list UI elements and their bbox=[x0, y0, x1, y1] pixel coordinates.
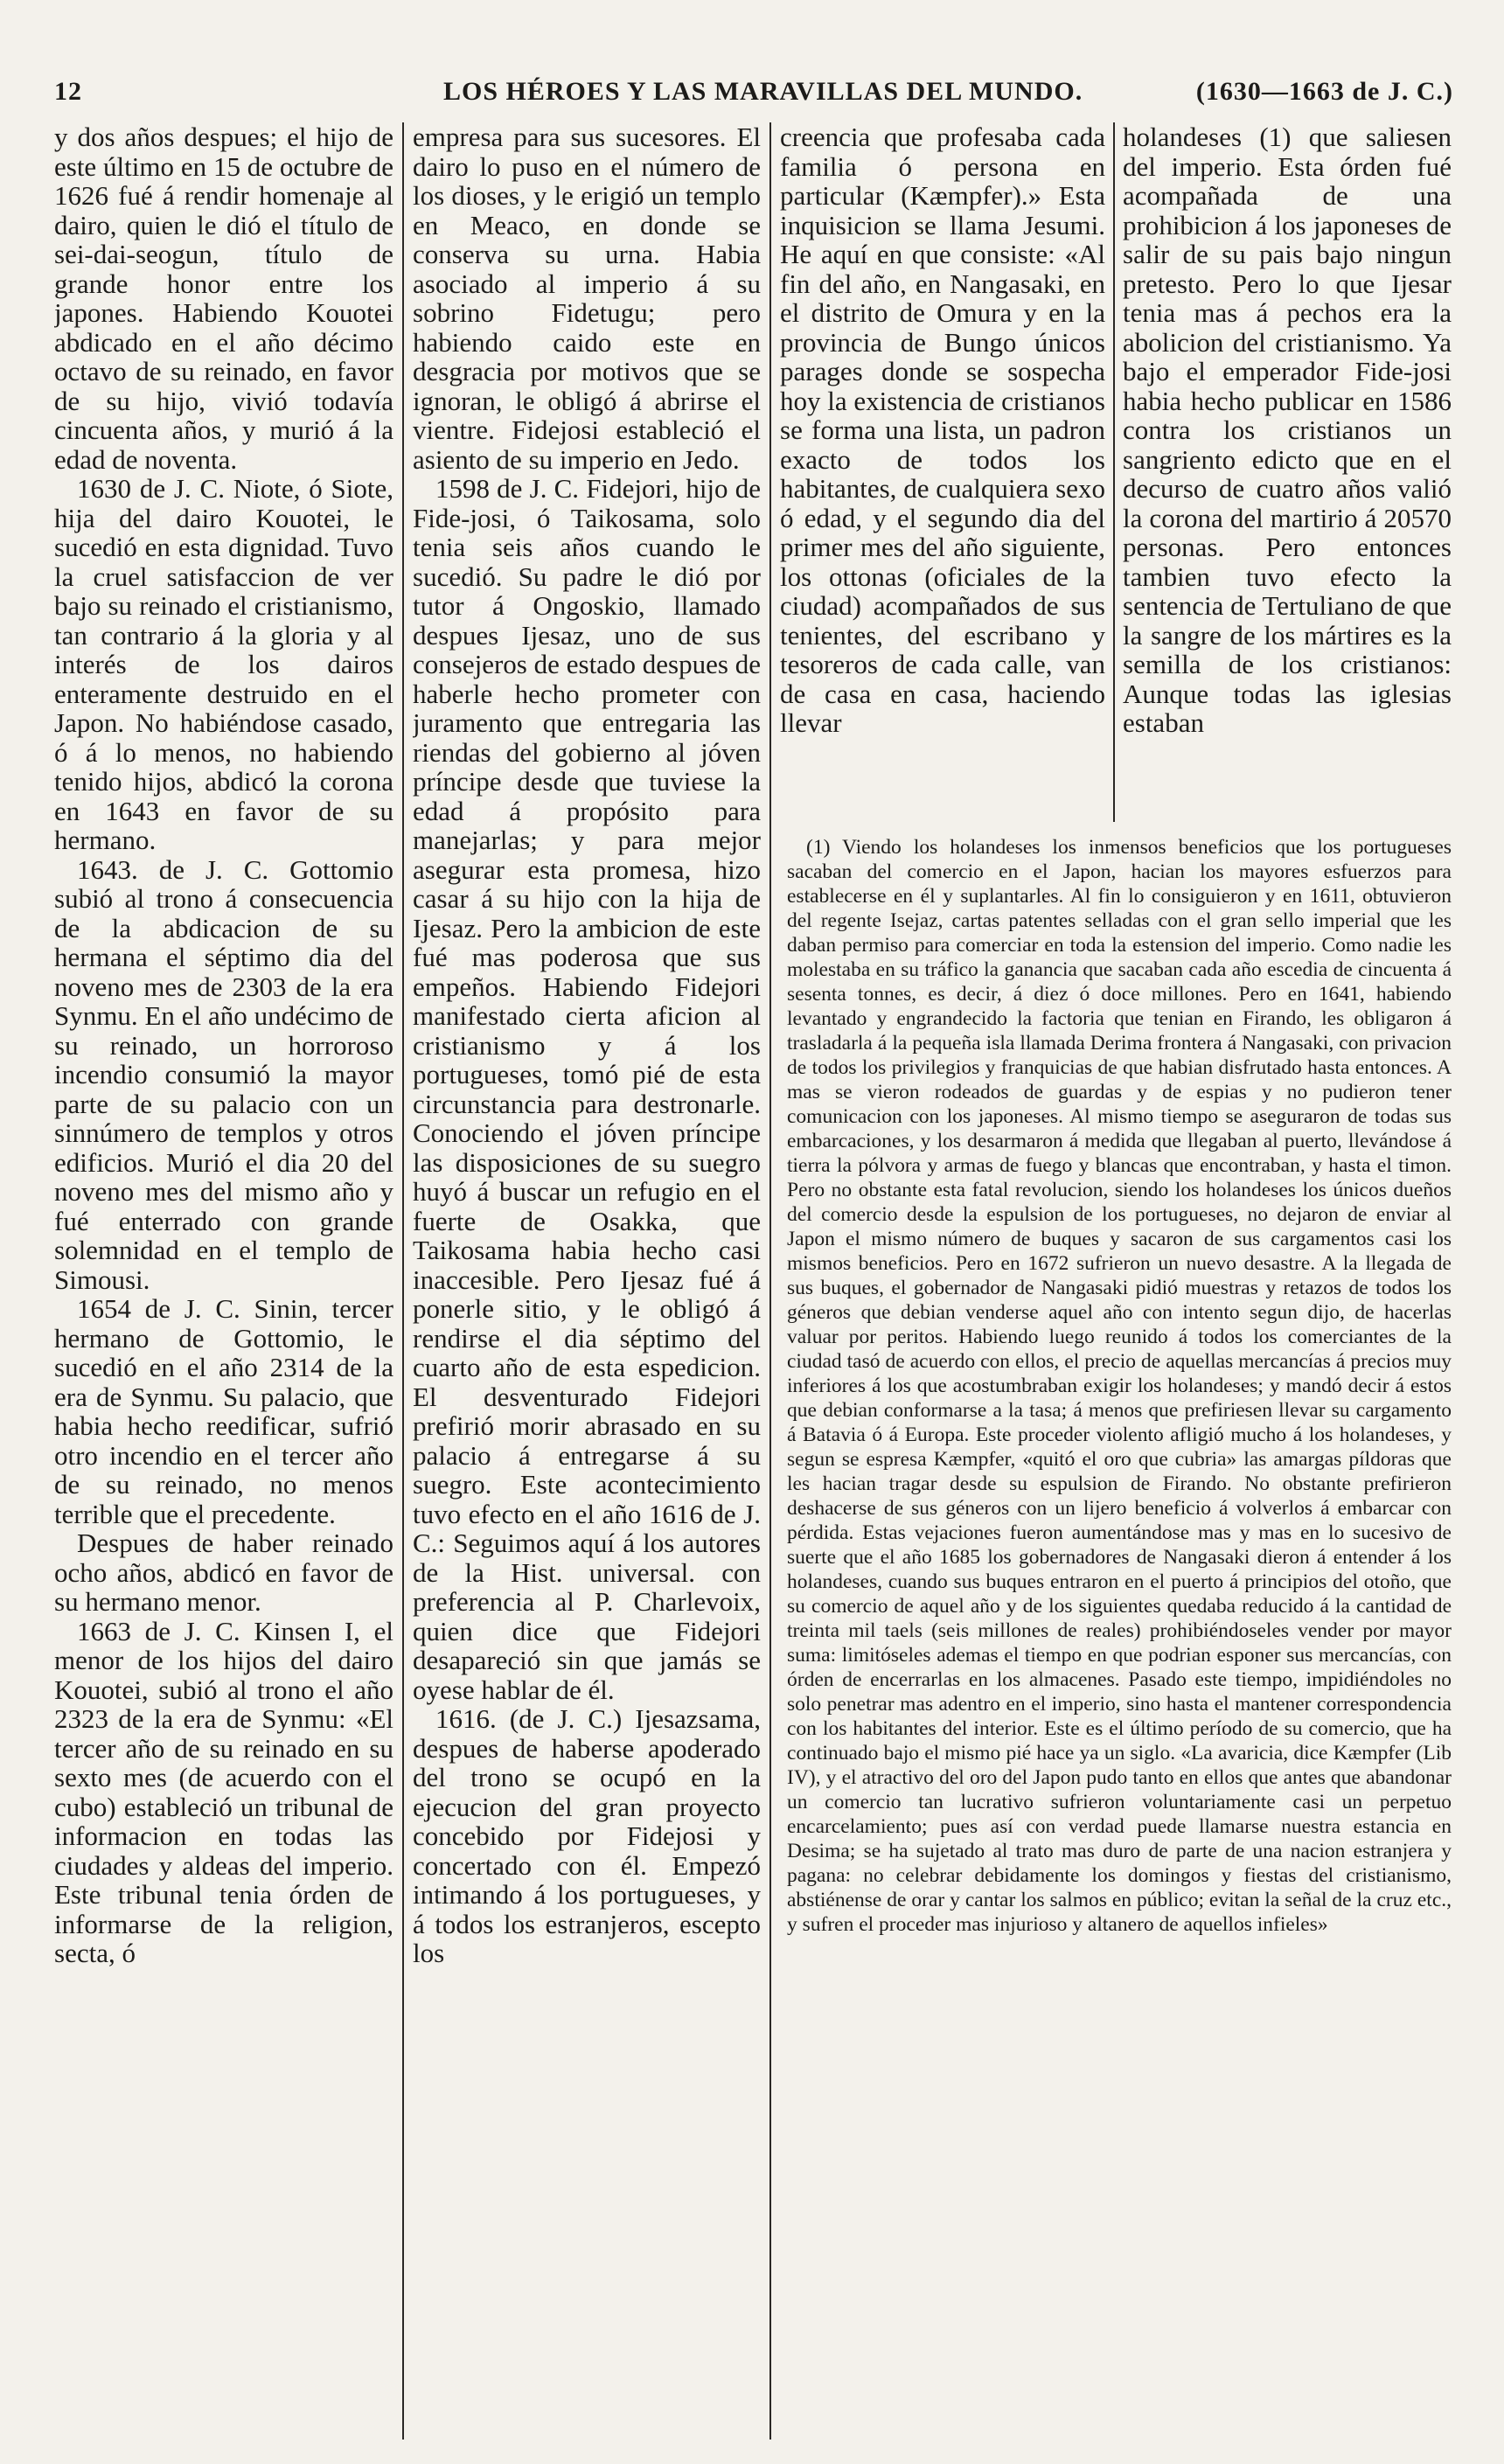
paragraph: creencia que profesaba cada familia ó persona en particular (Kæmpfer).» Esta inquisicion se llama Jesumi. He aquí en que consiste: «Al fin del año, en Nangasaki, en el distrito de Omura y en la provincia de Bungo únicos parages donde se sospecha hoy la existencia de cristianos se forma una lista, un padron exacto de todos los habitantes, de cualquiera sexo ó edad, y el segundo dia del primer mes del año siguiente, los ottonas (oficiales de la ciudad) acompañados de sus tenientes, del escribano y tesoreros de cada calle, van de casa en casa, haciendo llevar bbox=[780, 122, 1105, 738]
running-title: LOS HÉROES Y LAS MARAVILLAS DEL MUNDO. bbox=[443, 77, 1083, 106]
paragraph: y dos años despues; el hijo de este último en 15 de octubre de 1626 fué á rendir homenaje al dairo, quien le dió el título de sei-dai-seogun, título de grande honor entre los japones. Habiendo Kouotei abdicado en el año décimo octavo de su reinado, en favor de su hijo, vivió todavía cincuenta años, y murió á la edad de noventa. bbox=[54, 122, 393, 475]
text-column-2 bbox=[413, 122, 761, 2440]
paragraph: 1643. de J. C. Gottomio subió al trono á consecuencia de la abdicacion de su hermana el séptimo dia del noveno mes de 2303 de la era Synmu. En el año undécimo de su reinado, un horroroso incendio consumió la mayor parte de su palacio con un sinnúmero de templos y otros edificios. Murió el dia 20 del noveno mes del mismo año y fué enterrado con grande solemnidad en el templo de Simousi. bbox=[54, 853, 393, 1295]
column-rule bbox=[1113, 122, 1115, 822]
page-number: 12 bbox=[54, 77, 82, 106]
paragraph: holandeses (1) que saliesen del imperio. Esta órden fué acompañada de una prohibicion á los japoneses de salir de su pais bajo ningun pretesto. Pero lo que Ijesar tenia mas á pechos era la abolicion del cristianismo. Ya bajo el emperador Fide-josi habia hecho publicar en 1586 contra los cristianos un sangriento edicto que en el decurso de cuatro años valió la corona del martirio á 20570 personas. Pero entonces tambien tuvo efecto la sentencia de Tertuliano de que la sangre de los mártires es la semilla de los cristianos: Aunque todas las iglesias estaban bbox=[1123, 122, 1452, 738]
text-column-3 bbox=[780, 122, 1105, 822]
paragraph: 1630 de J. C. Niote, ó Siote, hija del dairo Kouotei, le sucedió en esta dignidad. Tuvo la cruel satisfaccion de ver bajo su reinado el cristianismo, tan contrario á la gloria y al interés de los dairos enteramente destruido en el Japon. No habiéndose casado, ó á lo menos, no habiendo tenido hijos, abdicó la corona en 1643 en favor de su hermano. bbox=[54, 473, 393, 855]
paragraph: 1663 de J. C. Kinsen I, el menor de los hijos del dairo Kouotei, subió al trono el año 2323 de la era de Synmu: «El tercer año de su reinado en su sexto mes (de acuerdo con el cubo) estableció un tribunal de informacion en todas las ciudades y aldeas del imperio. Este tribunal tenia órden de informarse de la religion, secta, ó bbox=[54, 1615, 393, 1968]
text-column-1 bbox=[54, 122, 393, 2440]
paragraph: 1654 de J. C. Sinin, tercer hermano de Gottomio, le sucedió en el año 2314 de la era de Synmu. Su palacio, que habia hecho reedificar, sufrió otro incendio en el tercer año de su reinado, no menos terrible que el precedente. bbox=[54, 1293, 393, 1529]
paragraph: 1598 de J. C. Fidejori, hijo de Fide-josi, ó Taikosama, solo tenia seis años cuando le sucedió. Su padre le dió por tutor á Ongoskio, llamado despues Ijesaz, uno de sus consejeros de estado despues de haberle hecho prometer con juramento que entregaria las riendas del gobierno al jóven príncipe desde que tuviese la edad á propósito para manejarlas; y para mejor asegurar esta promesa, hizo casar á su hijo con la hija de Ijesaz. Pero la ambicion de este fué mas poderosa que sus empeños. Habiendo Fidejori manifestado cierta aficion al cristianismo y á los portugueses, tomó pié de esta circunstancia para destronarle. Conociendo el jóven príncipe las disposiciones de su suegro huyó á buscar un refugio en el fuerte de Osakka, que Taikosama habia hecho casi inaccesible. Pero Ijesaz fué á ponerle sitio, y le obligó á rendirse el dia séptimo del cuarto año de esta espedicion. El desventurado Fidejori prefirió morir abrasado en su palacio á entregarse á su suegro. Este acontecimiento tuvo efecto en el año 1616 de J. C.: Seguimos aquí á los autores de la Hist. universal. con preferencia al P. Charlevoix, quien dice que Fidejori desapareció sin que jamás se oyese hablar de él. bbox=[413, 473, 761, 1705]
date-range: (1630—1663 de J. C.) bbox=[1195, 77, 1453, 106]
paragraph: 1616. (de J. C.) Ijesazsama, despues de haberse apoderado del trono se ocupó en la ejecucion del gran proyecto concebido por Fidejosi y concertado con él. Empezó intimando á los portugueses, y á todos los estranjeros, escepto los bbox=[413, 1703, 761, 1968]
paragraph: empresa para sus sucesores. El dairo lo puso en el número de los dioses, y le erigió un templo en Meaco, en donde se conserva su urna. Habia asociado al imperio á su sobrino Fidetugu; pero habiendo caido este en desgracia por motivos que se ignoran, le obligó á abrirse el vientre. Fidejosi estableció el asiento de su imperio en Jedo. bbox=[413, 122, 761, 475]
paragraph: Despues de haber reinado ocho años, abdicó en favor de su hermano menor. bbox=[54, 1528, 393, 1617]
column-rule bbox=[769, 122, 771, 2440]
column-rule bbox=[402, 122, 404, 2440]
footnote-text: (1) Viendo los holandeses los inmensos beneficios que los portugueses sacaban del comercio en el Japon, hacian los mayores esfuerzos para establecerse en él y suplantarles. Al fin lo consiguieron y en 1611, obtuvieron del regente Isejaz, cartas patentes selladas con el gran sello imperial que les daban permiso para comerciar en toda la estension del imperio. Como nadie les molestaba en su tráfico la ganancia que sacaban cada año escedia de cincuenta á sesenta tonnes, es decir, á diez ó doce millones. Pero en 1641, habiendo levantado y engrandecido la factoria que tenian en Firando, les obligaron á trasladarla á la pequeña isla llamada Derima frontera á Nangasaki, con privacion de todos los privilegios y franquicias de que habian disfrutado hasta entonces. A mas se vieron rodeados de guardas y de espias y no pudieron tener comunicacion con los japoneses. Al mismo tiempo se aseguraron de todas sus embarcaciones, y los desarmaron á medida que llegaban al puerto, llevándose á tierra la pólvora y armas de fuego y blancas que encontraban, y hasta el timon. Pero no obstante esta fatal revolucion, siendo los holandeses los únicos dueños del comercio desde la espulsion de los portugueses, no dejaron de enviar al Japon el mismo número de buques y sacaron de sus cargamentos casi los mismos beneficios. Pero en 1672 sufrieron un nuevo desastre. A la llegada de sus buques, el gobernador de Nangasaki pidió muestras y retazos de todos los géneros que debian venderse aquel año con intento segun dijo, de hacerlas valuar por peritos. Habiendo luego reunido á todos los comerciantes de la ciudad tasó de acuerdo con ellos, el precio de aquellas mercancías á precios muy inferiores á los que acostumbraban exigir los holandeses; y mandó decir á estos que debian conformarse a la tasa; á menos que prefiriesen llevar su cargamento á Batavia ó á Europa. Este proceder violento afligió mucho á los holandeses, y segun se espresa Kæmpfer, «quitó el oro que cubria» las amargas píldoras que les hacian tragar desde su espulsion de Firando. No obstante prefirieron deshacerse de sus géneros con un lijero beneficio á volverlos á embarcar con pérdida. Estas vejaciones fueron aumentándose mas y mas en lo sucesivo de suerte que el año 1685 los gobernadores de Nangasaki dieron á entender á los holandeses, cuando sus buques entraron en el puerto á principios del otoño, que su comercio de aquel año y de los siguientes quedaba reducido á la cantidad de treinta mil taels (seis millones de reales) prohibiéndoseles vender por mayor suma: limitóseles ademas el tiempo en que podrian esponer sus mercancías, con órden de encerrarlas en los almacenes. Pasado este tiempo, impidiéndoles no solo penetrar mas adentro en el imperio, sino hasta el mantener correspondencia con los habitantes del interior. Este es el último período de su comercio, que ha continuado bajo el mismo pié hace ya un siglo. «La avaricia, dice Kæmpfer (Lib IV), y el atractivo del oro del Japon pudo tanto en ellos que antes que abandonar un comercio tan lucrativo sufrieron voluntariamente casi un perpetuo encarcelamiento; pues así con verdad puede llamarse nuestra estancia en Desima; se ha sujetado al trato mas duro de parte de una nacion estranjera y pagana: no celebrar debidamente los domingos y fiestas del cristianismo, abstiénense de orar y cantar los salmos en público; evitan la señal de la cruz etc., y sufren el proceder mas injurioso y altanero de aquellos infieles» bbox=[787, 836, 1452, 1936]
text-column-4 bbox=[1123, 122, 1452, 822]
running-header bbox=[54, 77, 1453, 121]
footnote bbox=[787, 835, 1452, 2383]
